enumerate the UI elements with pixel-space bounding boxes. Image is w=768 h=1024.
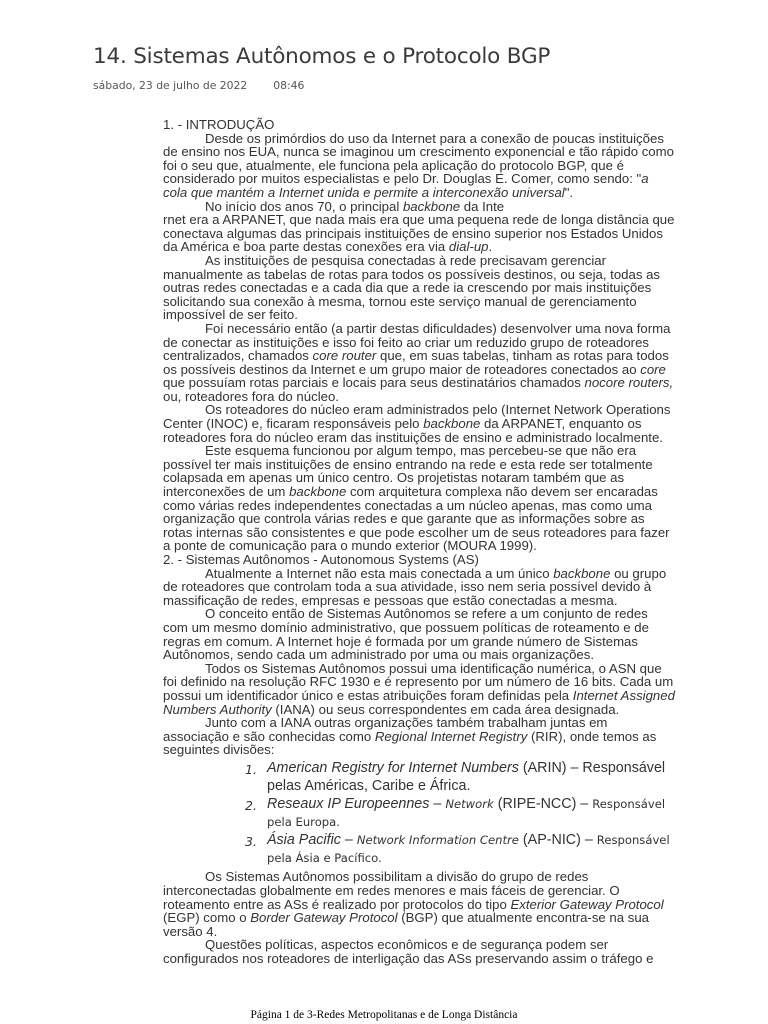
list-item [163, 832, 675, 867]
text-italic: American Registry for Internet Numbers [267, 759, 519, 776]
paragraph [163, 132, 675, 200]
text: Junto com a IANA outras organizações também trabalham juntas em associação e são conhecidas como [163, 715, 608, 744]
page-date: sábado, 23 de julho de 2022 [93, 79, 248, 92]
text: Os Sistemas Autônomos possibilitam a divisão do grupo de redes interconectadas globalmente em redes menores e mais fáceis de gerenciar. O roteamento entre as ASs é realizado por protocolos do tipo [163, 869, 620, 912]
text-italic: backbone [402, 198, 461, 214]
paragraph [163, 716, 675, 757]
text: Os roteadores do núcleo eram administrados pelo (Internet Network Operations Center (INOC) e, ficaram responsáveis pelo [163, 402, 671, 432]
text: – [340, 832, 357, 849]
text-italic: backbone [423, 416, 481, 432]
text: No início dos anos 70, o principal [205, 198, 403, 214]
paragraph [163, 444, 675, 553]
text-italic: Ásia Pacific [267, 832, 341, 849]
list-item [163, 760, 675, 795]
page-footer: Página 1 de 3-Redes Metropolitanas e de Longa Distância [250, 1009, 518, 1021]
text: rnet era a ARPANET, que nada mais era que uma pequena rede de longa distância que conectava algumas das principais instituições de ensino superior nos Estados Unidos da América e boa parte destas conexões era via [163, 212, 675, 255]
text: (RIPE-NCC) – [493, 796, 593, 813]
text-italic: Network [445, 797, 494, 812]
text-italic: Border Gateway Protocol [250, 910, 398, 926]
section-heading-sistemas-autonomos: 2. - Sistemas Autônomos - Autonomous Systems (AS) [163, 552, 479, 567]
text: (AP-NIC) – [518, 832, 597, 849]
text: Atualmente a Internet não esta mais conectada a um único [205, 565, 554, 581]
text-italic: Exterior Gateway Protocol [510, 896, 664, 912]
paragraph [163, 200, 675, 214]
text: da Inte [460, 198, 505, 214]
rir-list [163, 760, 675, 868]
text: (IANA) ou seus correspondentes em cada área designada. [271, 701, 620, 717]
section-heading-introducao: 1. - INTRODUÇÃO [163, 117, 275, 132]
text-italic: nocore routers, [584, 375, 674, 391]
text: ". [564, 184, 574, 200]
list-number: 1. [245, 761, 257, 777]
text: que, em suas tabelas, tinham as rotas para todos os possíveis destinos da Internet e um grupo maior de roteadores conectados ao [163, 348, 669, 377]
paragraph [163, 870, 675, 938]
text-italic: Reseaux IP Europeennes [267, 796, 430, 813]
list-number: 2. [245, 798, 257, 814]
text-italic: core [640, 361, 666, 377]
text-italic: a cola que mantém a Internet unida e permite a interconexão universal [163, 171, 649, 200]
document-body [163, 118, 675, 966]
page-date-time [93, 79, 304, 92]
paragraph [163, 662, 675, 716]
page-title: 14. Sistemas Autônomos e o Protocolo BGP [93, 44, 551, 69]
text: Responsável pela Ásia e Pacífico. [267, 833, 670, 865]
text-italic: core router [312, 348, 377, 364]
list-item [163, 796, 675, 831]
text: – [429, 796, 446, 813]
paragraph [163, 567, 675, 608]
text: da ARPANET, enquanto os roteadores fora do núcleo eram das instituições de ensino e administrado localmente. [163, 416, 663, 445]
text-italic: dial-up [448, 239, 489, 255]
text: ou grupo de roteadores que controlam toda a sua atividade, isso nem seria possível devido à massificação de redes, empresas e pessoas que estão conectadas a mesma. [163, 565, 667, 608]
text: (ARIN) – Responsável pelas Américas, Caribe e África. [267, 759, 666, 794]
text: Desde os primórdios do uso da Internet para a conexão de poucas instituições de ensino nos EUA, nunca se imaginou um crescimento exponencial e tão rápido como foi o seu que, atualmente, ele funciona pela aplicação do protocolo BGP, que é considerado por muitos especialistas e pelo Dr. Douglas E. Comer, como sendo: " [163, 130, 674, 187]
text: Todos os Sistemas Autônomos possui uma identificação numérica, o ASN que foi definido na resolução RFC 1930 e é represento por um número de 16 bits. Cada um possui um identificador único e estas atribuições foram definidas pela [163, 660, 674, 703]
text: (BGP) que atualmente encontra-se na sua versão 4. [163, 910, 650, 939]
text: . [488, 239, 493, 255]
paragraph: Questões políticas, aspectos econômicos e de segurança podem ser configurados nos roteadores de interligação das ASs preservando assim o tráfego e [163, 937, 654, 967]
text: Este esquema funcionou por algum tempo, mas percebeu-se que não era possível ter mais instituições de ensino entrando na rede e esta rede ser totalmente colapsada em apenas um único centro. Os projetistas notaram também que as interconexões de um [163, 443, 653, 500]
paragraph [163, 403, 675, 444]
paragraph: O conceito então de Sistemas Autônomos se refere a um conjunto de redes com um mesmo domínio administrativo, que possuem políticas de roteamento e de regras em comum. A Internet hoje é formada por um grande número de Sistemas Autônomos, sendo cada um administrado por uma ou mais organizações. [163, 606, 649, 663]
paragraph: As instituições de pesquisa conectadas à rede precisavam gerenciar manualmente as tabelas de rotas para todos os possíveis destinos, ou seja, todas as outras redes conectadas e a cada dia que a rede ia crescendo por mais instituições solicitando sua conexão à mesma, tornou este serviço manual de gerenciamento impossível de ser feito. [163, 252, 661, 323]
text: com arquitetura complexa não devem ser encaradas como várias redes independentes conectadas a um núcleo apenas, mas como uma organização que controla várias redes e que garante que as informações sobre as rotas internas são consistentes e que pode escolher um de seus roteadores para fazer a ponte de comunicação para o mundo exterior (MOURA 1999). [163, 484, 670, 554]
text: Foi necessário então (a partir destas dificuldades) desenvolver uma nova forma de conectar as instituições e isso foi feito ao criar um reduzido grupo de roteadores centralizados, chamados [163, 320, 671, 364]
text: ou, roteadores fora do núcleo. [163, 388, 339, 404]
page-time: 08:46 [273, 79, 305, 92]
text: (RIR), onde temos as seguintes divisões: [163, 728, 657, 758]
paragraph [163, 213, 675, 254]
text-italic: backbone [553, 565, 611, 581]
text-italic: backbone [289, 484, 347, 500]
paragraph [163, 322, 675, 404]
list-number: 3. [245, 834, 257, 850]
text: (EGP) como o [163, 910, 251, 926]
text-italic: Internet Assigned Numbers Authority [163, 687, 675, 717]
text: que possuíam rotas parciais e locais para seus destinatários chamados [163, 375, 585, 391]
text-italic: Regional Internet Registry [374, 728, 528, 744]
text: Responsável pela Europa. [267, 797, 666, 829]
text-italic: Network Information Centre [356, 833, 519, 848]
